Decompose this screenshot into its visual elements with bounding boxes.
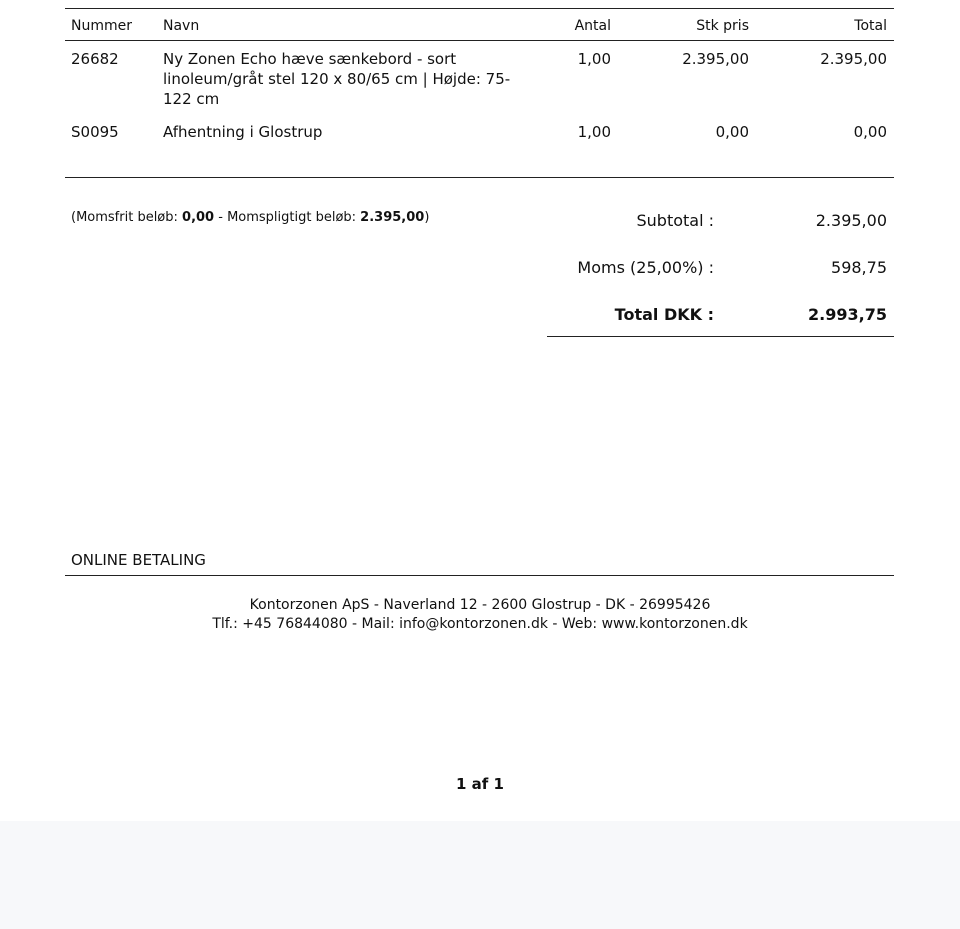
- row-name-line: Ny Zonen Echo hæve sænkebord - sort: [163, 50, 457, 68]
- header-qty: Antal: [574, 18, 611, 34]
- row-qty: 1,00: [577, 123, 611, 141]
- row-unit-price: 0,00: [715, 123, 749, 141]
- vat-label: Moms (25,00%) :: [577, 258, 714, 277]
- viewer-background: [0, 821, 960, 929]
- totals-rule: [547, 336, 894, 337]
- header-name: Navn: [163, 18, 200, 34]
- row-number: 26682: [71, 50, 119, 68]
- vat-liable-amount: 2.395,00: [360, 210, 425, 225]
- vat-value: 598,75: [831, 258, 887, 277]
- row-total: 2.395,00: [820, 50, 887, 68]
- row-total: 0,00: [853, 123, 887, 141]
- footer-rule: [65, 575, 894, 576]
- table-bottom-rule: [65, 177, 894, 178]
- vat-note: [71, 208, 429, 228]
- vat-note-middle: - Momspligtigt beløb:: [214, 210, 361, 225]
- row-name-line: linoleum/gråt stel 120 x 80/65 cm | Højde: 75-: [163, 70, 511, 88]
- page-indicator: 1 af 1: [456, 775, 504, 793]
- header-number: Nummer: [71, 18, 132, 34]
- row-name-line: 122 cm: [163, 90, 220, 108]
- subtotal-label: Subtotal :: [636, 211, 714, 230]
- row-number: S0095: [71, 123, 119, 141]
- vat-free-amount: 0,00: [182, 210, 215, 225]
- payment-method: ONLINE BETALING: [71, 551, 206, 569]
- header-unit-price: Stk pris: [696, 18, 749, 34]
- table-header-rule: [65, 40, 894, 41]
- vat-note-close: ): [424, 210, 430, 225]
- total-label: Total DKK :: [614, 305, 714, 324]
- header-total: Total: [854, 18, 887, 34]
- subtotal-value: 2.395,00: [815, 211, 887, 230]
- row-qty: 1,00: [577, 50, 611, 68]
- company-contact: Tlf.: +45 76844080 - Mail: info@kontorzonen.dk - Web: www.kontorzonen.dk: [212, 616, 748, 632]
- total-value: 2.993,75: [808, 305, 887, 324]
- vat-note-open: (Momsfrit beløb:: [71, 210, 183, 225]
- row-unit-price: 2.395,00: [682, 50, 749, 68]
- company-address: Kontorzonen ApS - Naverland 12 - 2600 Glostrup - DK - 26995426: [249, 597, 711, 613]
- row-name-line: Afhentning i Glostrup: [163, 123, 323, 141]
- table-top-rule: [65, 8, 894, 9]
